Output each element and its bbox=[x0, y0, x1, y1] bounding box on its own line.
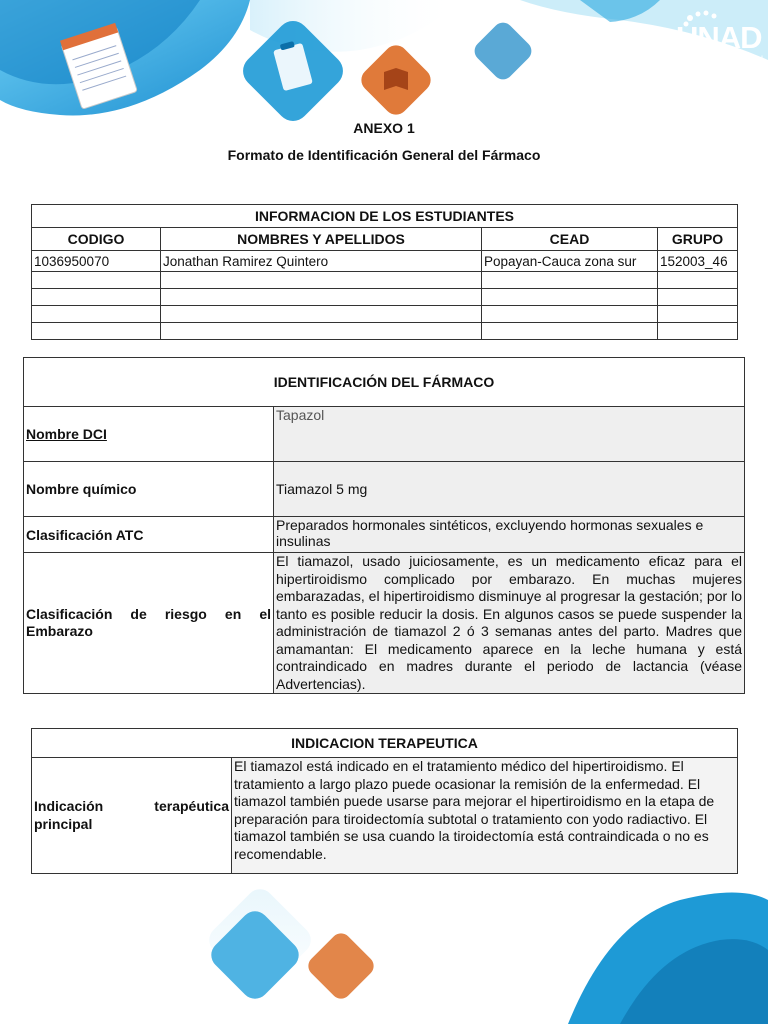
clipboard-icon bbox=[238, 16, 348, 126]
cell-grupo bbox=[658, 306, 738, 323]
cell-codigo bbox=[32, 289, 161, 306]
page-title: Formato de Identificación General del Fármaco bbox=[227, 147, 541, 163]
cell-nombres: Jonathan Ramirez Quintero bbox=[161, 251, 482, 272]
drug-table-title: IDENTIFICACIÓN DEL FÁRMACO bbox=[24, 358, 745, 407]
cell-cead bbox=[482, 306, 658, 323]
drug-table bbox=[23, 357, 745, 694]
table-row bbox=[32, 323, 738, 340]
cell-nombres bbox=[161, 272, 482, 289]
cell-grupo bbox=[658, 272, 738, 289]
cell-codigo bbox=[32, 323, 161, 340]
cell-nombres bbox=[161, 323, 482, 340]
logo-text: UNAD bbox=[676, 20, 762, 55]
col-header-grupo: GRUPO bbox=[658, 228, 738, 251]
students-table bbox=[31, 204, 738, 340]
table-row bbox=[32, 289, 738, 306]
tile-icon bbox=[470, 18, 536, 84]
col-header-nombres: NOMBRES Y APELLIDOS bbox=[161, 228, 482, 251]
notepad-icon bbox=[52, 20, 147, 115]
students-table-title: INFORMACION DE LOS ESTUDIANTES bbox=[32, 205, 738, 228]
atc-value: Preparados hormonales sintéticos, excluyendo hormonas sexuales e insulinas bbox=[274, 517, 745, 553]
table-row bbox=[32, 251, 738, 272]
cell-cead: Popayan-Cauca zona sur bbox=[482, 251, 658, 272]
chem-value: Tiamazol 5 mg bbox=[274, 462, 745, 517]
risk-value: El tiamazol, usado juiciosamente, es un medicamento eficaz para el hipertiroidismo complicado por embarazo. En muchas mujeres embarazadas, el hipertiroidismo disminuye al progresar la gestación; por lo tanto es posible reducir la dosis. En algunos casos se puede suspender la administración de tiamazol 2 ó 3 semanas antes del parto. Madres que amamantan: El medicamento aparece en la leche humana y está contraindicado en madres durante el periodo de lactancia (véase Advertencias). bbox=[274, 553, 745, 694]
cell-grupo bbox=[658, 289, 738, 306]
cell-grupo: 152003_46 bbox=[658, 251, 738, 272]
indication-label: Indicación terapéutica principal bbox=[32, 758, 232, 874]
dci-label bbox=[24, 407, 274, 462]
logo-subtitle-1: Universidad Nacional bbox=[678, 54, 764, 64]
logo-subtitle-2: Abierta y a Distancia bbox=[678, 64, 761, 74]
chem-label: Nombre químico bbox=[24, 462, 274, 517]
cell-cead bbox=[482, 272, 658, 289]
indication-table-title: INDICACION TERAPEUTICA bbox=[32, 729, 738, 758]
risk-label: Clasificación de riesgo en el Embarazo bbox=[24, 553, 274, 694]
unad-logo bbox=[676, 8, 768, 78]
footer-decoration bbox=[180, 880, 768, 1024]
annex-label: ANEXO 1 bbox=[353, 120, 415, 136]
cell-codigo bbox=[32, 306, 161, 323]
indication-table bbox=[31, 728, 738, 874]
dci-value: Tapazol bbox=[274, 407, 745, 462]
cell-cead bbox=[482, 289, 658, 306]
col-header-codigo: CODIGO bbox=[32, 228, 161, 251]
cell-cead bbox=[482, 323, 658, 340]
cell-grupo bbox=[658, 323, 738, 340]
table-row bbox=[32, 272, 738, 289]
table-row bbox=[32, 306, 738, 323]
dci-label-text: Nombre DCI bbox=[26, 426, 107, 442]
book-icon bbox=[358, 42, 434, 118]
atc-label: Clasificación ATC bbox=[24, 517, 274, 553]
cell-codigo: 1036950070 bbox=[32, 251, 161, 272]
cell-nombres bbox=[161, 306, 482, 323]
cell-codigo bbox=[32, 272, 161, 289]
col-header-cead: CEAD bbox=[482, 228, 658, 251]
cell-nombres bbox=[161, 289, 482, 306]
indication-value: El tiamazol está indicado en el tratamiento médico del hipertiroidismo. El tratamiento a largo plazo puede ocasionar la remisión de la enfermedad. El tiamazol también puede usarse para mejorar el hipertiroidismo en la etapa de preparación para tiroidectomía subtotal o tratamiento con yodo radiactivo. El tiamazol también se usa cuando la tiroidectomía está contraindicada o no es recomendable. bbox=[232, 758, 738, 874]
